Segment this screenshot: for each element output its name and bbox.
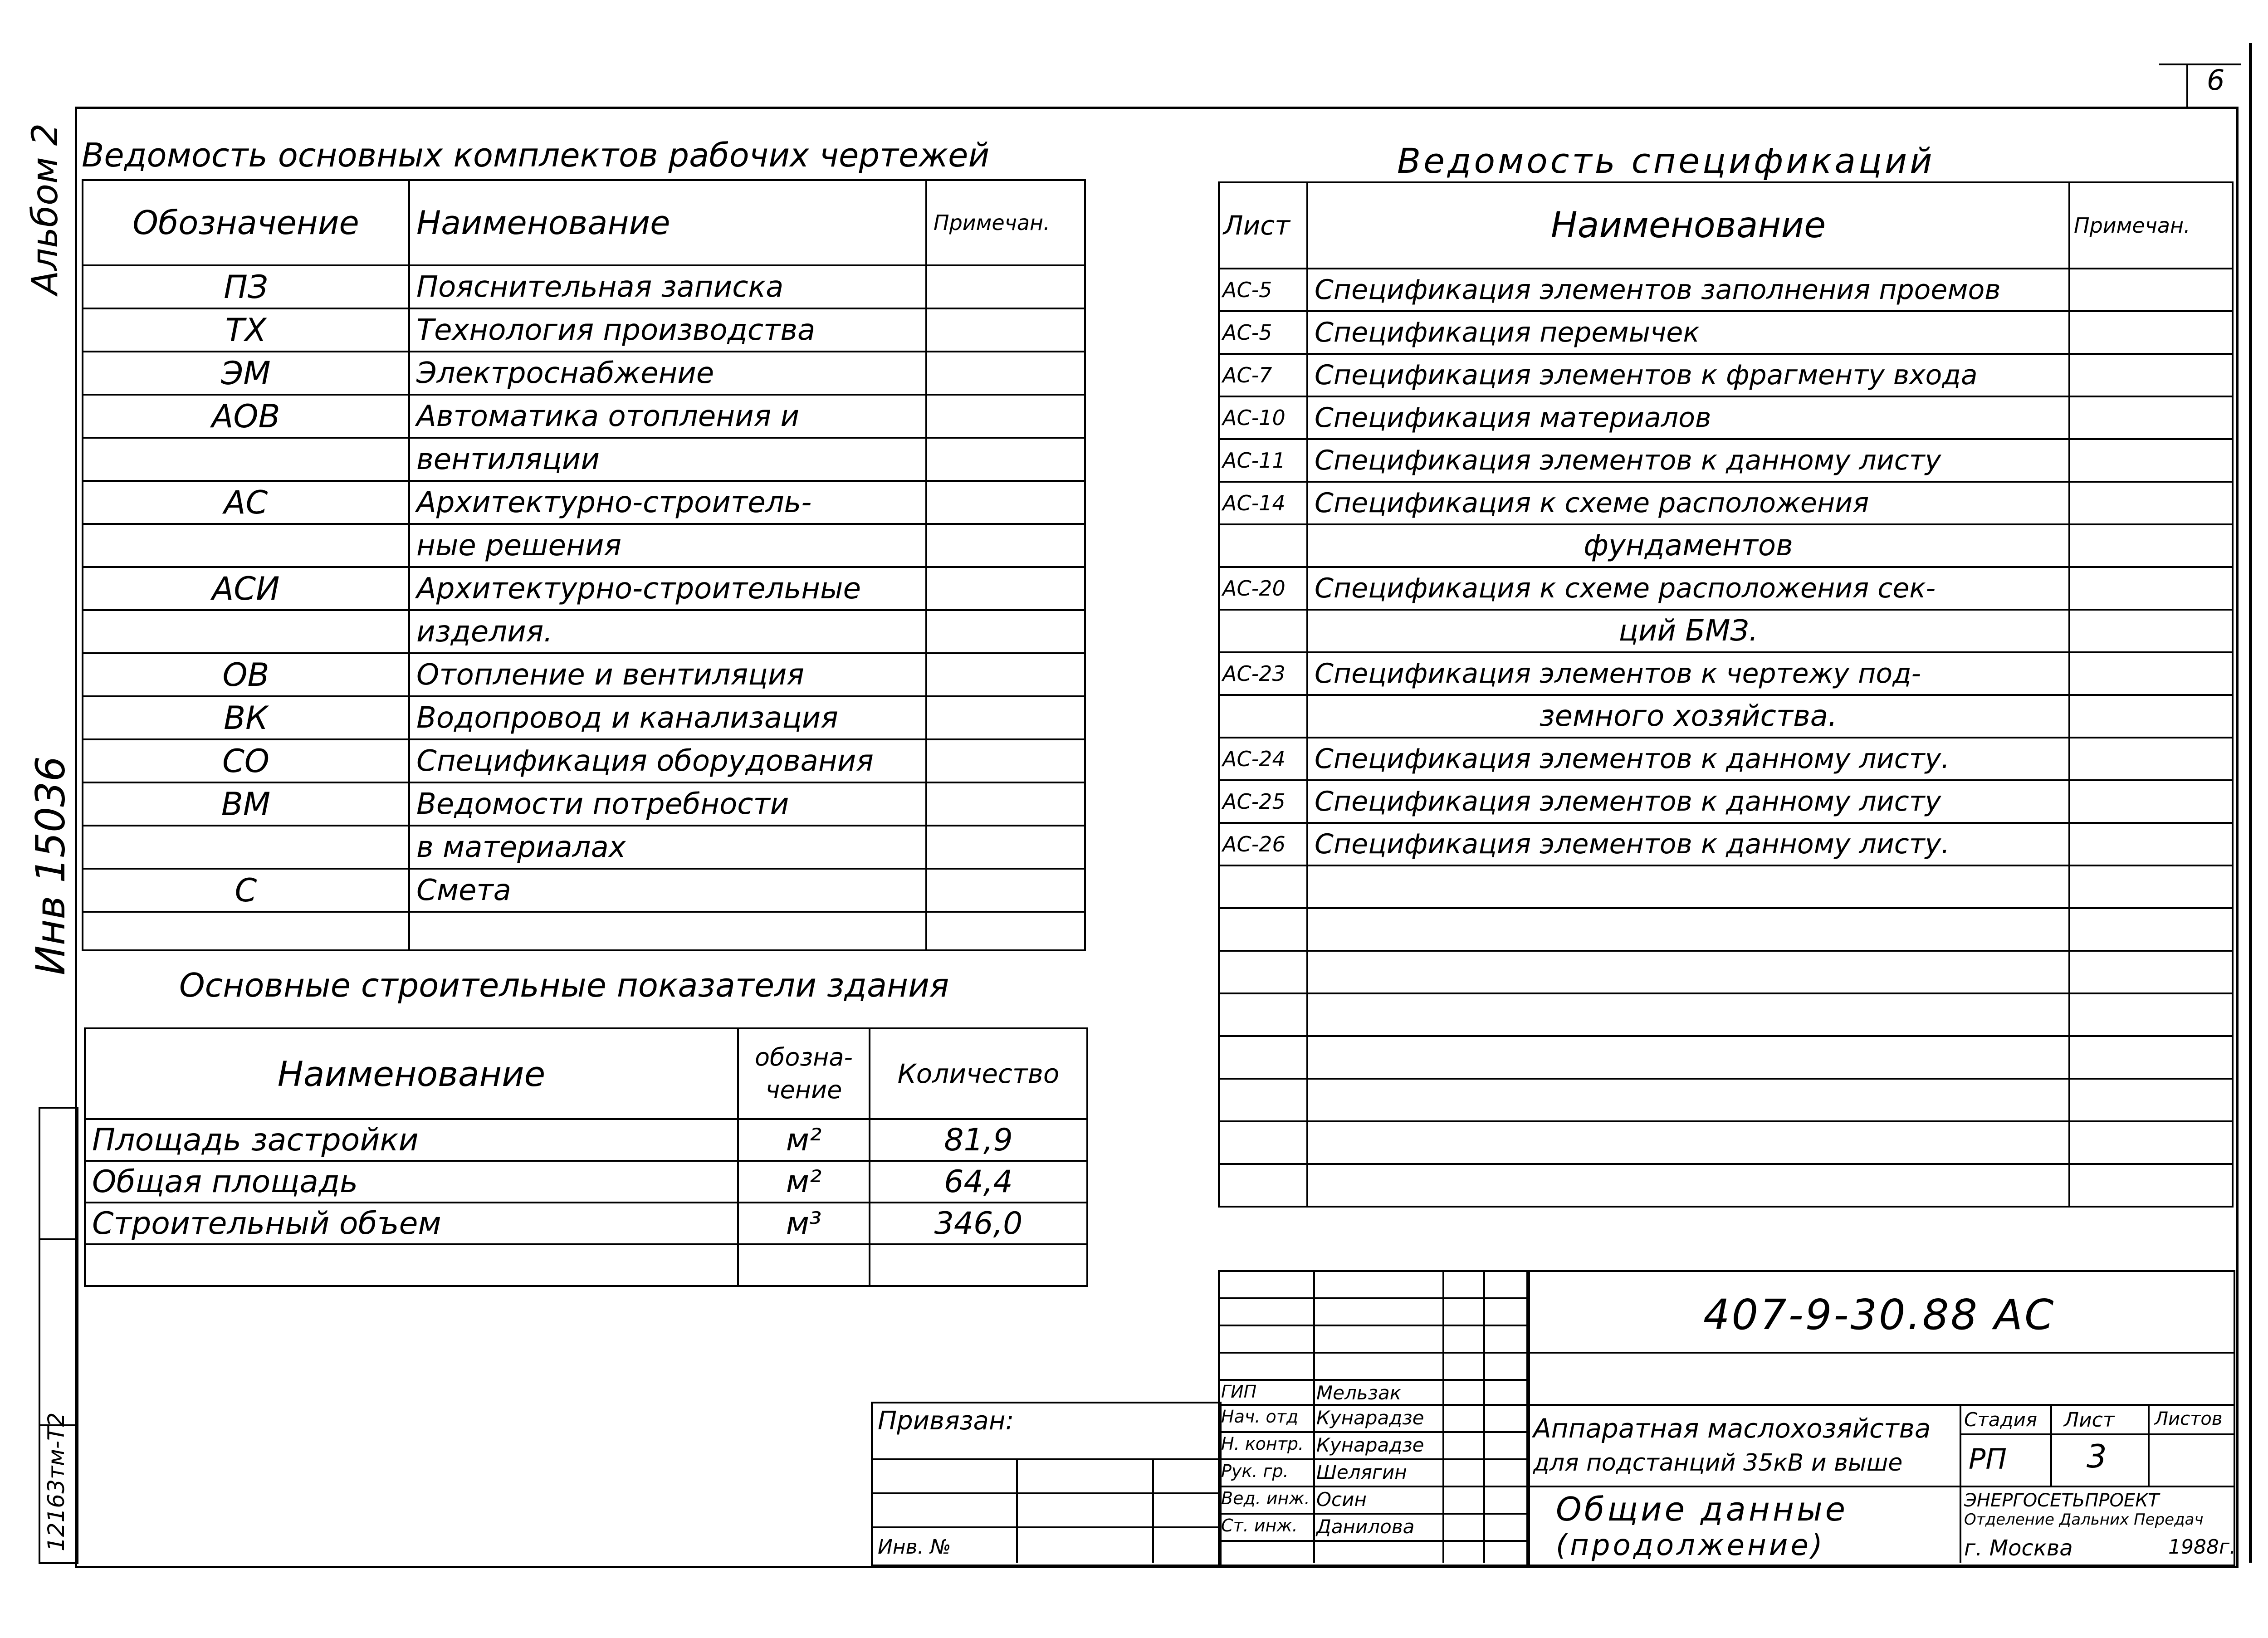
signature-role: Ст. инж.: [1221, 1516, 1298, 1535]
spec-note: [2069, 865, 2233, 908]
spec-row: [1219, 695, 2233, 738]
drawings-row: [83, 610, 1085, 653]
inventory-number-label: Инв. №: [878, 1535, 951, 1559]
spec-row: [1219, 908, 2233, 951]
indicator-value: [870, 1244, 1087, 1286]
spec-note: [2069, 951, 2233, 993]
spec-row: [1219, 738, 2233, 780]
spec-name: Спецификация к схеме расположения: [1307, 482, 2069, 524]
spec-name: ций БМЗ.: [1307, 610, 2069, 652]
drawing-name: Спецификация оборудования: [409, 739, 926, 782]
signature-name: Мельзак: [1316, 1382, 1402, 1404]
sig-col-2: [1442, 1270, 1444, 1563]
indicators-header-name: Наименование: [85, 1028, 738, 1119]
tied-label: Привязан:: [878, 1406, 1014, 1436]
corner-box-vline: [2186, 64, 2188, 107]
signature-name: Данилова: [1316, 1516, 1415, 1538]
spec-name: Спецификация элементов заполнения проемов: [1307, 269, 2069, 311]
spec-note: [2069, 311, 2233, 354]
spec-name: Спецификация элементов к данному листу.: [1307, 823, 2069, 865]
indicators-header-quantity: Количество: [870, 1028, 1087, 1119]
signature-role: Рук. гр.: [1221, 1461, 1289, 1481]
drawing-note: [926, 610, 1085, 653]
spec-note: [2069, 482, 2233, 524]
sig-col-3: [1483, 1270, 1485, 1563]
drawing-name: изделия.: [409, 610, 926, 653]
spec-row: [1219, 1121, 2233, 1164]
drawings-row: [83, 739, 1085, 782]
sheet-title-line1: Общие данные: [1556, 1490, 1848, 1528]
spec-name: Спецификация элементов к данному листу: [1307, 439, 2069, 482]
indicator-value: 346,0: [870, 1203, 1087, 1244]
specs-header-sheet: Лист: [1219, 182, 1307, 269]
signature-name: Шелягин: [1316, 1461, 1407, 1483]
drawing-name: Архитектурно-строитель-: [409, 481, 926, 524]
indicator-name: Площадь застройки: [85, 1119, 738, 1161]
sig-row-1: [1218, 1297, 1529, 1299]
project-name-line2: для подстанций 35кВ и выше: [1533, 1449, 1903, 1477]
tied-row-line: [871, 1458, 1220, 1460]
specs-table: [1218, 181, 2234, 1208]
drawings-header-row: [83, 180, 1085, 265]
drawing-note: [926, 438, 1085, 481]
drawing-note: [926, 782, 1085, 826]
document-code: 407-9-30.88 АС: [1703, 1291, 2056, 1339]
spec-row: [1219, 311, 2233, 354]
stage-label: Стадия: [1964, 1408, 2038, 1431]
indicators-header-designation-line1: обозна-: [755, 1043, 853, 1071]
main-title-col-1: [1960, 1404, 1961, 1563]
indicator-name: [85, 1244, 738, 1286]
indicators-header-designation-line2: чение: [765, 1076, 842, 1104]
spec-sheet: АС-25: [1219, 780, 1307, 823]
stage-col-2: [2148, 1404, 2150, 1486]
drawing-note: [926, 912, 1085, 950]
drawings-row: [83, 308, 1085, 352]
indicator-unit: м²: [738, 1119, 870, 1161]
sig-row-9: [1218, 1513, 1529, 1515]
header-note: Примечан.: [926, 180, 1085, 265]
spec-name: [1307, 1079, 2069, 1121]
spec-name: Спецификация элементов к чертежу под-: [1307, 652, 2069, 695]
corner-mark: 6: [2207, 64, 2225, 97]
stage-value: РП: [1969, 1442, 2007, 1476]
drawing-designation: ОВ: [83, 653, 409, 696]
drawing-designation: [83, 826, 409, 869]
drawing-note: [926, 265, 1085, 308]
drawings-row: [83, 352, 1085, 395]
spec-note: [2069, 738, 2233, 780]
sig-col-1: [1313, 1270, 1315, 1563]
spec-name: [1307, 908, 2069, 951]
spec-sheet: АС-7: [1219, 354, 1307, 396]
spec-row: [1219, 1164, 2233, 1207]
drawing-note: [926, 567, 1085, 610]
sig-row-10: [1218, 1540, 1529, 1542]
indicator-name: Строительный объем: [85, 1203, 738, 1244]
spec-sheet: [1219, 524, 1307, 567]
spec-sheet: АС-11: [1219, 439, 1307, 482]
sheet-label: Лист: [2064, 1408, 2115, 1432]
indicators-header-row: [85, 1028, 1087, 1119]
header-name: Наименование: [409, 180, 926, 265]
specs-list-title: Ведомость спецификаций: [1397, 141, 1935, 181]
spec-name: Спецификация элементов к данному листу: [1307, 780, 2069, 823]
indicators-header-designation: [738, 1028, 870, 1119]
drawing-note: [926, 739, 1085, 782]
sig-row-7: [1218, 1458, 1529, 1460]
sig-row-5: [1218, 1404, 1529, 1406]
spec-sheet: [1219, 1121, 1307, 1164]
indicator-unit: м³: [738, 1203, 870, 1244]
spec-note: [2069, 439, 2233, 482]
drawing-designation: ПЗ: [83, 265, 409, 308]
spec-sheet: [1219, 1036, 1307, 1079]
spec-note: [2069, 908, 2233, 951]
indicator-value: 64,4: [870, 1161, 1087, 1203]
spec-name: [1307, 865, 2069, 908]
drawings-row: [83, 826, 1085, 869]
spec-name: Спецификация элементов к фрагменту входа: [1307, 354, 2069, 396]
spec-sheet: [1219, 610, 1307, 652]
spec-row: [1219, 610, 2233, 652]
drawings-row: [83, 782, 1085, 826]
spec-row: [1219, 439, 2233, 482]
drawings-row: [83, 696, 1085, 739]
spec-row: [1219, 823, 2233, 865]
indicator-row: [85, 1161, 1087, 1203]
drawing-designation: АОВ: [83, 395, 409, 438]
spec-note: [2069, 1079, 2233, 1121]
indicator-name: Общая площадь: [85, 1161, 738, 1203]
drawing-designation: [83, 610, 409, 653]
drawing-designation: С: [83, 869, 409, 912]
main-title-row-3: [1526, 1486, 2234, 1487]
spec-row: [1219, 354, 2233, 396]
spec-row: [1219, 1079, 2233, 1121]
drawings-row: [83, 567, 1085, 610]
drawings-row: [83, 438, 1085, 481]
signature-role: Вед. инж.: [1221, 1488, 1310, 1508]
spec-sheet: [1219, 1164, 1307, 1207]
drawing-name: [409, 912, 926, 950]
drawings-row: [83, 524, 1085, 567]
tied-col-line: [1016, 1458, 1018, 1563]
spec-sheet: [1219, 908, 1307, 951]
spec-note: [2069, 780, 2233, 823]
sheet-value: 3: [2087, 1438, 2107, 1475]
spec-name: Спецификация элементов к данному листу.: [1307, 738, 2069, 780]
sheets-label: Листов: [2155, 1408, 2223, 1429]
drawing-name: Электроснабжение: [409, 352, 926, 395]
spec-sheet: [1219, 865, 1307, 908]
inventory-label: Инв 15036: [27, 756, 74, 975]
indicators-table: [84, 1027, 1088, 1287]
spec-note: [2069, 1036, 2233, 1079]
spec-row: [1219, 993, 2233, 1036]
spec-note: [2069, 1164, 2233, 1207]
spec-note: [2069, 567, 2233, 610]
indicator-row: [85, 1119, 1087, 1161]
spec-row: [1219, 865, 2233, 908]
margin-stamp-divider: [39, 1238, 77, 1240]
top-right-rule: [2249, 43, 2252, 1563]
spec-sheet: [1219, 695, 1307, 738]
drawing-designation: ВМ: [83, 782, 409, 826]
spec-sheet: [1219, 951, 1307, 993]
spec-sheet: АС-5: [1219, 269, 1307, 311]
spec-note: [2069, 993, 2233, 1036]
spec-note: [2069, 269, 2233, 311]
drawing-name: ные решения: [409, 524, 926, 567]
drawing-note: [926, 352, 1085, 395]
drawing-name: Отопление и вентиляция: [409, 653, 926, 696]
stage-col-1: [2050, 1404, 2052, 1486]
drawing-name: Технология производства: [409, 308, 926, 352]
margin-code: 12163тм-Т2: [43, 1412, 69, 1551]
main-title-row-2: [1526, 1404, 2234, 1406]
indicator-value: 81,9: [870, 1119, 1087, 1161]
tied-col-line-2: [1152, 1458, 1154, 1563]
project-name-line1: Аппаратная маслохозяйства: [1533, 1413, 1931, 1444]
drawing-note: [926, 524, 1085, 567]
signature-name: Кунарадзе: [1316, 1407, 1424, 1429]
spec-sheet: АС-10: [1219, 396, 1307, 439]
org-city: г. Москва: [1964, 1535, 2073, 1561]
sig-row-4: [1218, 1379, 1529, 1381]
drawing-name: Водопровод и канализация: [409, 696, 926, 739]
spec-note: [2069, 1121, 2233, 1164]
drawings-row: [83, 653, 1085, 696]
drawing-note: [926, 696, 1085, 739]
spec-name: Спецификация материалов: [1307, 396, 2069, 439]
indicator-row: [85, 1244, 1087, 1286]
spec-name: [1307, 1121, 2069, 1164]
spec-sheet: [1219, 1079, 1307, 1121]
sheet-title-line2: (продолжение): [1556, 1529, 1825, 1562]
drawing-note: [926, 481, 1085, 524]
spec-name: Спецификация перемычек: [1307, 311, 2069, 354]
drawing-name: Пояснительная записка: [409, 265, 926, 308]
signature-role: Н. контр.: [1221, 1434, 1304, 1454]
spec-name: фундаментов: [1307, 524, 2069, 567]
spec-note: [2069, 823, 2233, 865]
drawings-list-title: Ведомость основных комплектов рабочих чертежей: [82, 136, 990, 174]
drawings-row: [83, 481, 1085, 524]
drawing-designation: [83, 912, 409, 950]
sig-row-3: [1218, 1352, 1529, 1354]
drawing-note: [926, 653, 1085, 696]
drawing-designation: АСИ: [83, 567, 409, 610]
drawings-row: [83, 265, 1085, 308]
drawing-designation: ЭМ: [83, 352, 409, 395]
spec-row: [1219, 269, 2233, 311]
spec-note: [2069, 354, 2233, 396]
drawing-note: [926, 869, 1085, 912]
signature-name: Кунарадзе: [1316, 1434, 1424, 1456]
corner-box-line: [2159, 64, 2241, 65]
spec-note: [2069, 524, 2233, 567]
drawing-name: вентиляции: [409, 438, 926, 481]
spec-row: [1219, 652, 2233, 695]
spec-sheet: АС-20: [1219, 567, 1307, 610]
tied-row-line-3: [871, 1526, 1220, 1528]
spec-note: [2069, 610, 2233, 652]
drawings-row: [83, 395, 1085, 438]
spec-row: [1219, 951, 2233, 993]
specs-header-note: Примечан.: [2069, 182, 2233, 269]
spec-row: [1219, 567, 2233, 610]
indicator-unit: м²: [738, 1161, 870, 1203]
spec-sheet: АС-24: [1219, 738, 1307, 780]
drawing-note: [926, 826, 1085, 869]
sig-row-2: [1218, 1325, 1529, 1326]
spec-row: [1219, 524, 2233, 567]
spec-name: [1307, 1036, 2069, 1079]
drawing-note: [926, 395, 1085, 438]
drawing-note: [926, 308, 1085, 352]
drawing-name: Ведомости потребности: [409, 782, 926, 826]
spec-sheet: АС-14: [1219, 482, 1307, 524]
signature-role: ГИП: [1221, 1382, 1257, 1402]
spec-name: земного хозяйства.: [1307, 695, 2069, 738]
specs-header-name: Наименование: [1307, 182, 2069, 269]
sig-row-8: [1218, 1486, 1529, 1487]
spec-row: [1219, 1036, 2233, 1079]
signature-name: Осин: [1316, 1488, 1367, 1511]
spec-row: [1219, 482, 2233, 524]
drawing-name: Смета: [409, 869, 926, 912]
indicators-title: Основные строительные показатели здания: [179, 966, 949, 1004]
sig-row-6: [1218, 1431, 1529, 1433]
spec-sheet: [1219, 993, 1307, 1036]
drawing-name: Автоматика отопления и: [409, 395, 926, 438]
org-line1: ЭНЕРГОСЕТЬПРОЕКТ: [1964, 1490, 2160, 1511]
drawings-row: [83, 912, 1085, 950]
main-title-row-1: [1526, 1352, 2234, 1354]
album-label: Альбом 2: [25, 123, 66, 295]
drawings-table: [82, 179, 1086, 951]
indicator-row: [85, 1203, 1087, 1244]
stage-row: [1960, 1433, 2234, 1435]
header-designation: Обозначение: [83, 180, 409, 265]
spec-name: [1307, 951, 2069, 993]
drawing-designation: ТХ: [83, 308, 409, 352]
tied-row-line-2: [871, 1492, 1220, 1494]
spec-sheet: АС-23: [1219, 652, 1307, 695]
drawing-name: Архитектурно-строительные: [409, 567, 926, 610]
org-line2: Отделение Дальних Передач: [1964, 1511, 2204, 1529]
drawing-designation: АС: [83, 481, 409, 524]
org-year: 1988г.: [2168, 1535, 2236, 1559]
spec-row: [1219, 396, 2233, 439]
spec-note: [2069, 396, 2233, 439]
spec-sheet: АС-26: [1219, 823, 1307, 865]
drawing-designation: ВК: [83, 696, 409, 739]
drawing-designation: [83, 438, 409, 481]
spec-note: [2069, 652, 2233, 695]
drawing-designation: [83, 524, 409, 567]
spec-sheet: АС-5: [1219, 311, 1307, 354]
spec-name: [1307, 1164, 2069, 1207]
spec-note: [2069, 695, 2233, 738]
specs-header-row: [1219, 182, 2233, 269]
spec-name: [1307, 993, 2069, 1036]
drawings-row: [83, 869, 1085, 912]
spec-name: Спецификация к схеме расположения сек-: [1307, 567, 2069, 610]
spec-row: [1219, 780, 2233, 823]
drawing-name: в материалах: [409, 826, 926, 869]
indicator-unit: [738, 1244, 870, 1286]
drawing-designation: СО: [83, 739, 409, 782]
signature-role: Нач. отд: [1221, 1407, 1299, 1427]
